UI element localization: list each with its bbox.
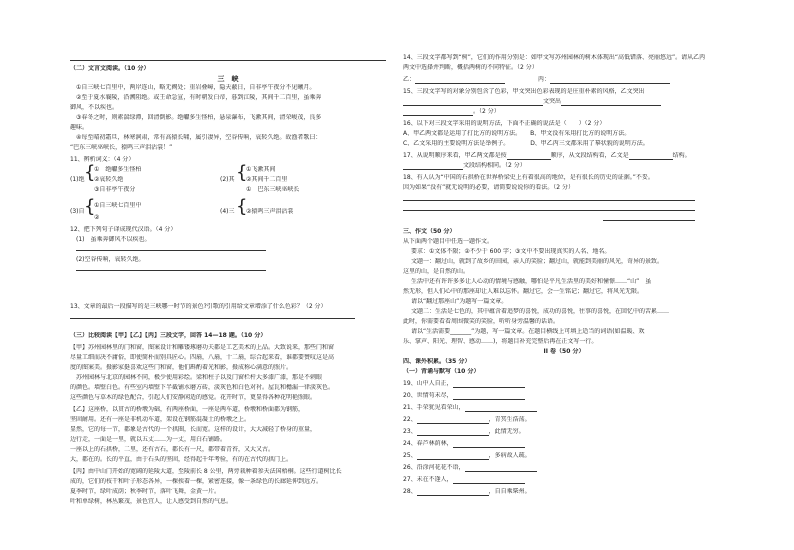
recite-20: 20、世情苟未尽，	[403, 392, 525, 400]
word-group-1-item-1: ① 绝巘多生怪柏	[94, 166, 142, 173]
question-15b: 文突出	[403, 98, 661, 106]
topic-1-line-3: 生活中还有许许多多让人心动的情境与感触，哪怕是平凡生活里的美好和憧憬……“山” 虽	[411, 278, 652, 285]
text-yi-line-3: 显然，它的每一节，都象是古代的一个拱圈，长而宽。这样的设计，大大减轻了桥身的重量，	[70, 426, 317, 433]
question-12-item-1: (1) 虽乘奔御风不以疾也。	[76, 236, 151, 243]
subsection-1-title: （一）背诵与默写（10 分）	[403, 368, 480, 375]
answer-line	[403, 210, 695, 211]
recite-22: 22、 ，青冥生浩荡。	[403, 416, 531, 423]
composition-choose: 从下面两个题目中任选一题作文。	[403, 238, 494, 245]
recite-27: 27、未在不逢人，	[403, 476, 525, 484]
passage-para-2b: 御风，不以疾也。	[70, 104, 119, 111]
question-17a: 17、从说明顺序来看，甲乙两文都是按 顺序，从文段结构看，乙文是 结构。	[403, 152, 691, 159]
topic-2-line-3: 请以“生活需要_______”为题，写一篇文章。在题目横线上可填上适当的词语(如温暖、欢	[411, 328, 645, 335]
text-bing-line-1: 【丙】由中山门开始的宽阔的延陵大道，至陵前长 8 公里，两旁栽种着参天法国梧桐。这些行道树比长	[70, 468, 342, 475]
topic-1-line-5: 请以“翻过那座山”为题写一篇文章。	[411, 298, 508, 305]
passage-para-3b: 趣味。	[70, 124, 89, 131]
word-group-2-item-3: ① 巴东三峡巫峡长	[246, 186, 300, 193]
question-14b: 两文中选择并判断，概括两树的不同特征。（2 分）	[403, 64, 538, 71]
question-16-ab: A、甲乙两文都是运用了打比方的说明方法。 B、甲文没有采用打比方的说明方法。	[403, 130, 631, 137]
question-14a: 14、三段文字都写到“树”，它们的作用分别是：如甲文写苏州园林的树木体现出“高低错落、亮丽悠远”。请从乙丙	[403, 54, 706, 61]
word-group-2-label: (2)其	[220, 176, 235, 183]
question-14-bing: 丙：	[538, 76, 670, 84]
recite-19: 19、山中人自正，	[403, 380, 525, 388]
question-13: 13、文章的最后一段描写的是三峡哪一时节的景色?引歌的引用给文章增添了什么色彩？（2 分）	[70, 303, 327, 310]
word-group-3-label: (3)自	[70, 208, 85, 215]
text-yi-line-6: 大，都在的。长的平直，由于石头的坚固，经得起千年考验，有的在古代的拱门上。	[70, 456, 293, 463]
volume-2-title: II 卷（50 分）	[543, 348, 585, 355]
text-bing-line-4: 叶和单绿树，林丛繁茂，景色宜人，让人感受到自然的气息。	[70, 498, 233, 505]
word-group-3-item-2: ②	[94, 214, 100, 221]
topic-2-line-1: 文题二：生活是七色的，其中蕴含着追梦的喜悦，成功的喜悦，往事的喜悦，在回忆中的苦累……	[411, 308, 670, 315]
brace-icon: {	[84, 196, 96, 217]
brace-icon: {	[236, 162, 248, 183]
passage-para-1: ①自三峡七百里中，两岸连山，略无阙处；重岩叠嶂，隐天蔽日，自非亭午夜分不见曦月。	[76, 84, 316, 91]
section-composition: 三、作文（50 分）	[403, 228, 456, 235]
text-yi-line-4: 边行走，一面是一里，就以五丈……为一丈，用白石铺路。	[70, 436, 227, 443]
text-bing-line-2: 成的，它们的枝干和叶子形态各异，一棵挨着一棵，紧密连接，像一条绿色的长廊延伸到远方。	[70, 478, 323, 485]
question-12-item-2: (2)空谷传响，哀转久绝。	[76, 256, 145, 263]
section-4-title: 四、课外积累。（35 分）	[403, 358, 471, 365]
word-group-1-item-2: ②哀转久绝	[94, 176, 124, 183]
text-jia-line-5: 的颜色。墙壁白色。有些室内墙壁下半截铺水磨方砖，淡灰色和白色对衬。屋瓦和檐漏一律淡灰色。	[70, 384, 335, 391]
passage-para-2a: ②至于夏水襄陵，沿溯阻绝。或王命急宣，有时朝发白帝，暮到江陵，其间千二百里，虽乘奔	[76, 94, 322, 101]
text-jia-line-4: 苏州园林与北京的园林不同，极少使用彩绘。梁和柱子以及门窗栏杆大多漆广漆，那是不刺眼	[70, 374, 323, 381]
word-group-1-item-3: ③自非亭午夜分	[94, 186, 136, 193]
recite-21: 21、手荣犹见看荣山，	[403, 404, 537, 412]
text-jia-line-2: 尽量工细而决不庸俗，即使简朴而别具匠心。四扇，八扇，十二扇，综合起来看，谁都要赞叹这是高	[70, 354, 335, 361]
word-group-3-item-1: ①自三峡七百里中	[94, 202, 142, 209]
text-jia-line-6: 这些颜色与草木的绿色配合，引起人们安静闲适的感觉。花开时节，更显得各种花明艳照眼。	[70, 394, 317, 401]
word-group-1-label: (1)绝	[70, 176, 85, 183]
answer-line	[70, 318, 355, 319]
text-jia-line-3: 度的图案美。摄影家挺喜欢这些门和窗，他们斟酌着光和影，摄成称心满意的照片。	[70, 364, 293, 371]
question-12: 12、把下列句子译成现代汉语。（4 分）	[70, 226, 177, 233]
poem-title: 三 峡	[217, 75, 239, 83]
recite-26: 26、沿涂河花花不语，	[403, 464, 537, 472]
section3-title: （三）比较阅读【甲】【乙】【丙】三段文字，回答 14—18 题。（10 分）	[70, 332, 267, 339]
question-14-yi: 乙：	[403, 76, 505, 84]
passage-para-3a: ③春冬之时，则素湍绿潭，回清倒影。绝巘多生怪柏，悬泉瀑布，飞漱其间，清荣峻茂，良多	[76, 114, 322, 121]
topic-2-line-2: 此时，你需要看看周围微笑的笑脸，听听身旁温馨的话语。	[403, 318, 560, 325]
brace-icon: {	[236, 196, 248, 217]
text-jia-line-1: 【甲】苏州园林里的门和窗，图案设计和雕镂琢磨功夫都是工艺美术的上品。大致说来，那些门和窗	[70, 344, 335, 351]
question-16-cd: C、乙文采用的主要说明方法是举例子。 D、甲乙丙三文都采用了摹状貌的说明方法。	[403, 140, 649, 147]
question-17b: 文段结构相同。（2 分）	[403, 162, 526, 170]
question-15c: 。（2 分）	[403, 108, 500, 116]
recite-28: 28、 ，自自乘柴州。	[403, 488, 531, 495]
answer-line	[403, 200, 695, 201]
answer-line	[76, 270, 266, 271]
brace-icon: {	[84, 162, 96, 183]
recite-24: 24、春芦林荫林，	[403, 440, 525, 448]
topic-1-line-2: 这里的山，是自然的山。	[403, 268, 470, 275]
word-group-4-label: (4)三	[220, 208, 235, 215]
recite-23: 23、 ，此情无穷。	[403, 428, 525, 435]
word-group-4-item-1: ②猿鸣三声泪沾裳	[246, 208, 294, 215]
text-bing-line-3: 夏季时节，绿叶成荫；秋季时节，落叶飞舞，金黄一片。	[70, 488, 221, 495]
topic-2-line-4: 乐、掌声、阳光、理智、感动……)，将题目补充完整后再在正文写一行。	[403, 338, 598, 345]
question-16: 16、以下对三段文字采用的说明方法，下面不正确的说法是（ ）（2 分）	[403, 120, 606, 127]
passage-para-4a: ④每至晴初霜旦，林寒涧肃，常有高猿长啸，属引凄异，空谷传响，哀转久绝。故渔者歌曰：	[76, 134, 322, 141]
topic-1-line-1: 文题一：翻过山，就到了故乡的田园，亲人的笑脸；翻过山，就能到美丽的风光，奇异的景致。	[411, 258, 664, 265]
word-group-2-item-1: ①飞漱其间	[246, 166, 276, 173]
divider	[70, 60, 386, 61]
text-yi-line-1: 【乙】这座桥，以贯古的桥墩为础，有两座桥面，一座是两车道，桥墩和桥面都为钢筋，	[70, 406, 305, 413]
section2-title: （二）文言文阅读。（10 分）	[70, 65, 150, 72]
question-18b: 因为如果“没有”就无说明的必要，请简要说说你的看法。（2 分）	[403, 184, 574, 191]
question-11: 11、辨析词义：（4 分）	[70, 156, 135, 163]
recite-25: 25、 ，多病故人疏。	[403, 452, 531, 459]
question-18a: 18、有人认为“中国的石拱桥在世界桥梁史上有着很高的地位，是有很长的历史的证据。”不妥。	[403, 174, 654, 181]
answer-line	[603, 220, 695, 221]
answer-line	[76, 250, 266, 251]
topic-1-line-4: 然无形，但人们心中的那座却让人难以忘怀。翻过它，会一生铭记；翻过它，将风光无限。	[403, 288, 644, 295]
composition-requirements: 要求：①文体不限；②不少于 600 字；③文中不要出现真实的人名、地名。	[411, 248, 611, 255]
text-yi-line-5: 一座以上的石拱桥，二里，还有古石，都长有一尺，都带着青苔，又大又古。	[70, 446, 275, 453]
text-yi-line-2: 坚固耐用。还有一座是非机动车道，架设在钢筋混凝土的桥墩之上。	[70, 416, 251, 423]
question-15a: 15、三段文字写的对象分别包含了色彩，甲文突出色彩表现的是庄重朴素的风格，乙文突出	[403, 88, 645, 95]
passage-para-4b: “巴东三峡巫峡长，猿鸣三声泪沾裳！”	[70, 144, 173, 151]
word-group-2-item-2: ②其间千二百里	[246, 176, 288, 183]
